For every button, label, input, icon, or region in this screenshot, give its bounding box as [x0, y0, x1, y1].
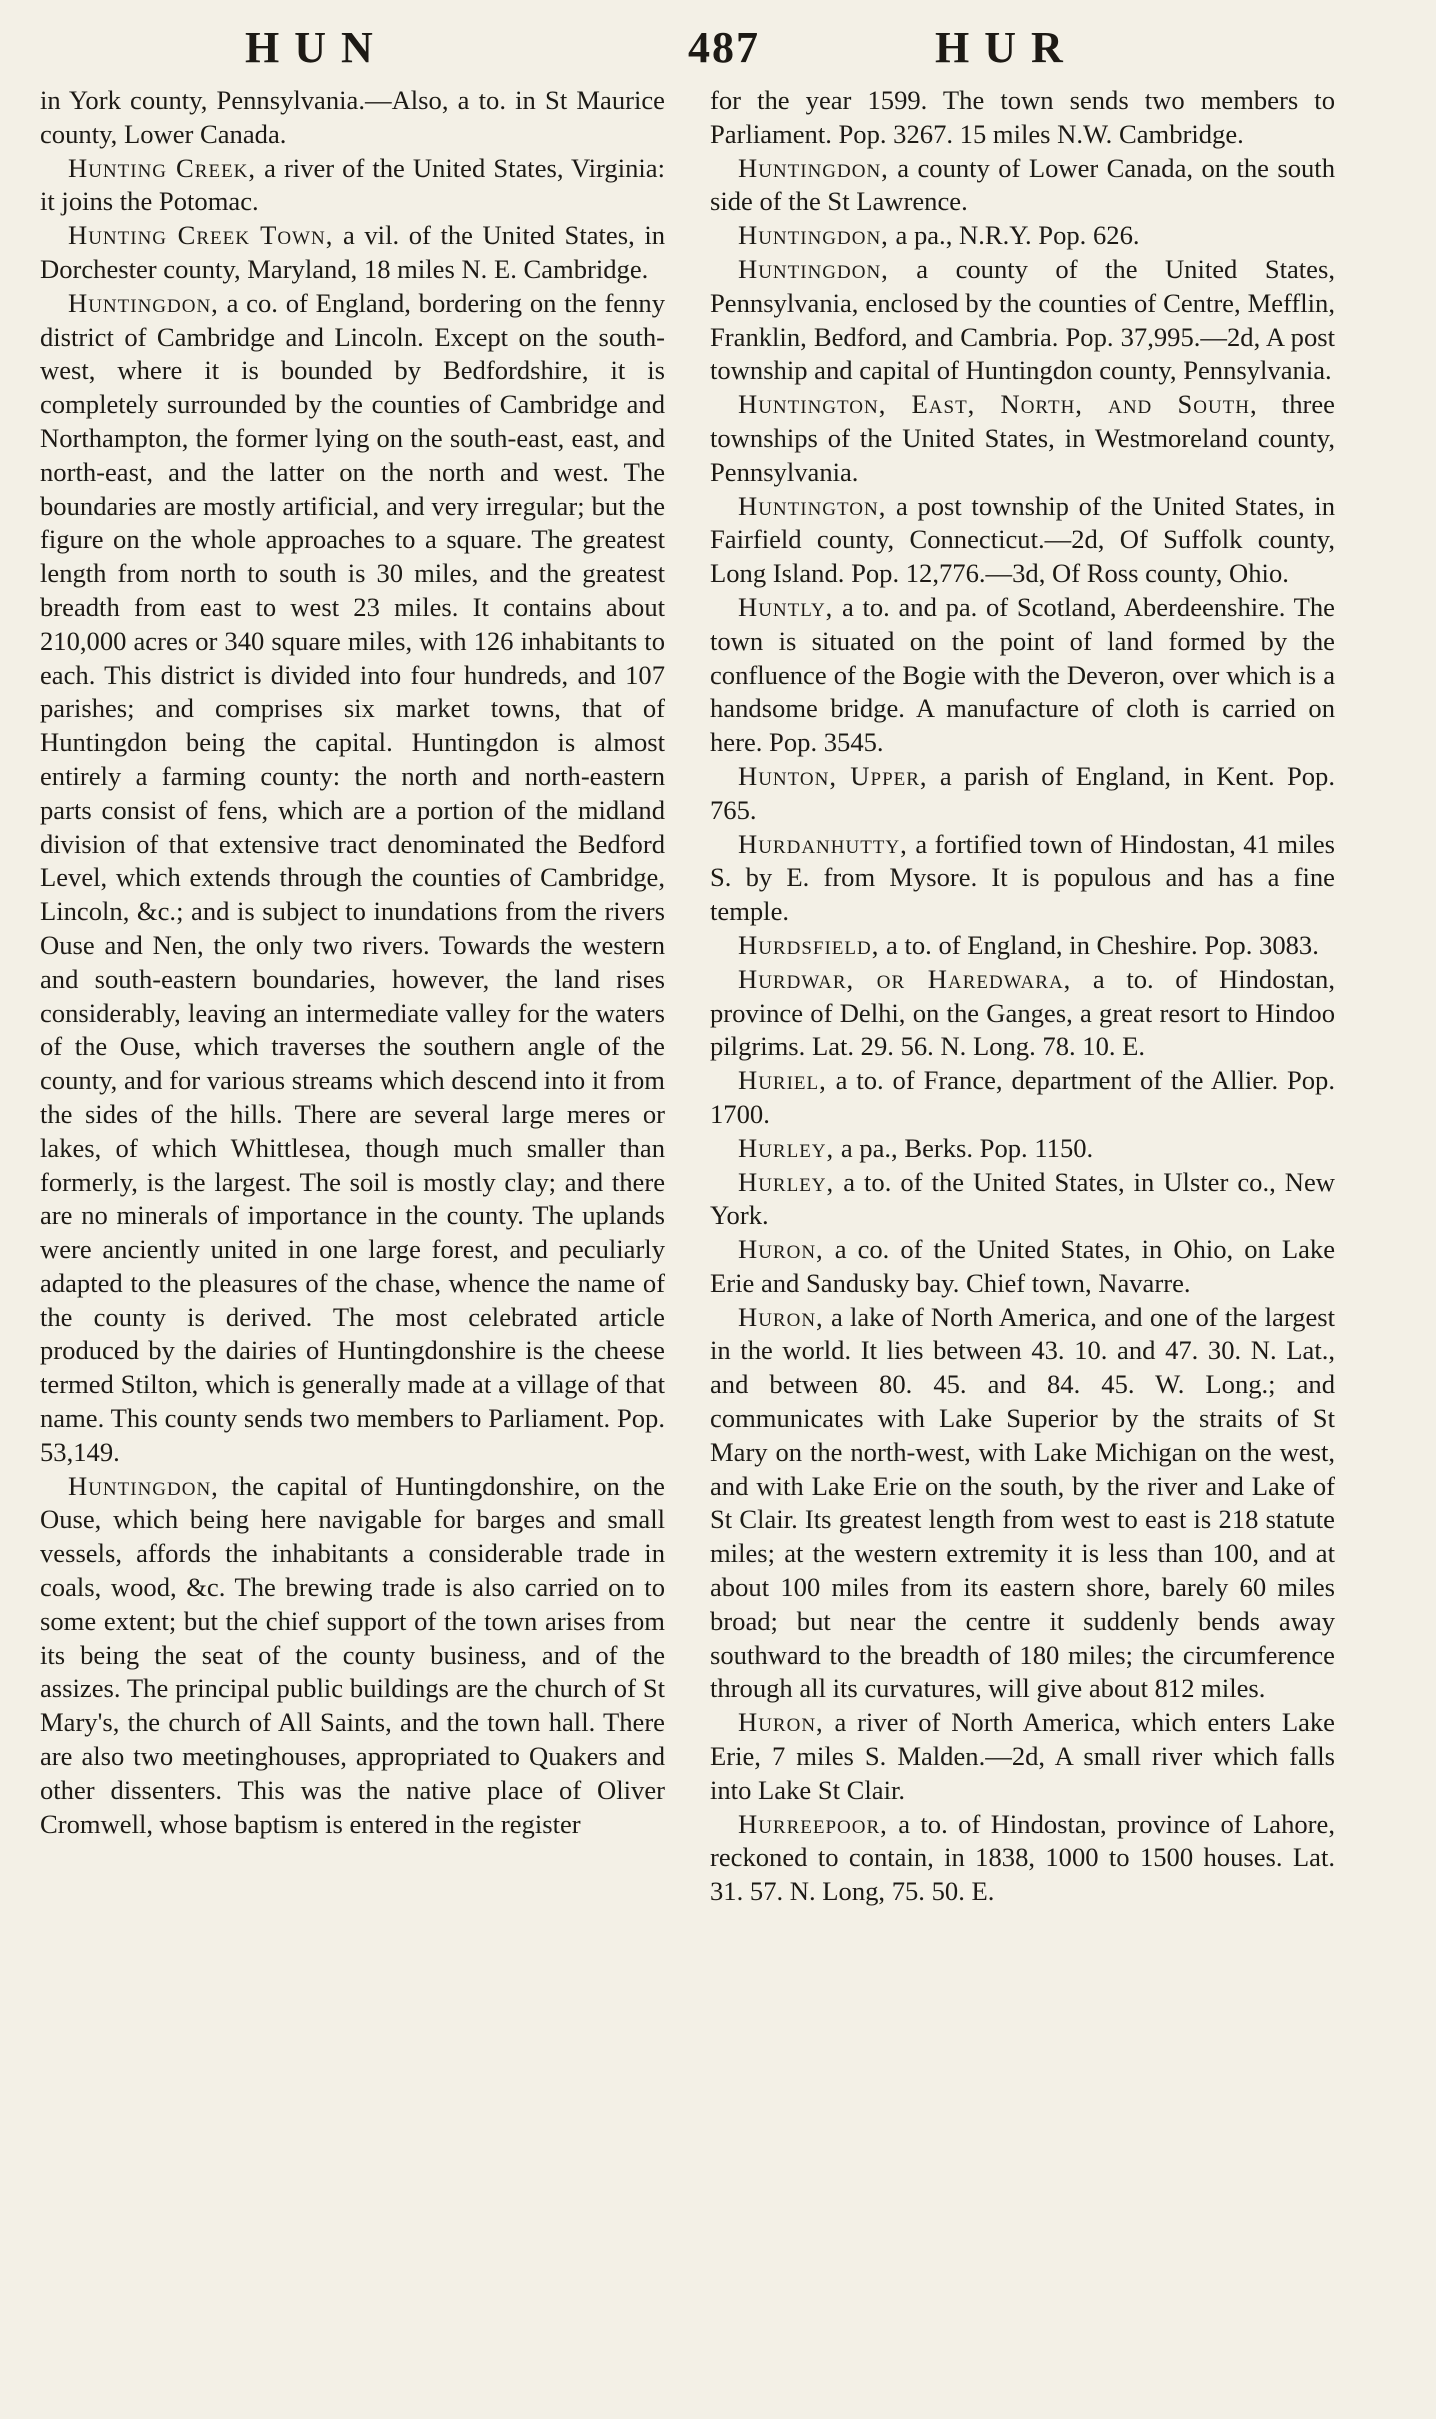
gazetteer-entry — [40, 219, 665, 287]
gazetteer-entry — [40, 152, 665, 220]
right-column — [710, 84, 1335, 1909]
entry-headword: Hurdwar, or Haredwara, — [738, 963, 1072, 994]
gazetteer-entry — [40, 84, 665, 152]
entry-text: a to. of France, department of the Allier. Pop. 1700. — [710, 1065, 1335, 1129]
entry-text: a river of North America, which enters Lake Erie, 7 miles S. Malden.—2d, A small river which falls into Lake St Clair. — [710, 1707, 1335, 1805]
entry-headword: Huntingdon, — [738, 253, 889, 284]
entry-text: three townships of the United States, in Westmoreland county, Pennsylvania. — [710, 389, 1335, 487]
entry-headword: Hurley, — [738, 1166, 835, 1197]
gazetteer-entry — [710, 929, 1335, 963]
entry-headword: Hurreepoor, — [738, 1808, 888, 1839]
gazetteer-entry — [40, 1470, 665, 1842]
entry-text: a county of Lower Canada, on the south side of the St Lawrence. — [710, 152, 1335, 217]
gazetteer-entry — [710, 591, 1335, 760]
entry-text: a to. and pa. of Scotland, Aberdeenshire. The town is situated on the point of land formed by the confluence of the Bogie with the Deveron, over which is a handsome bridge. A manufacture of cloth is carried on here. Pop. 3545. — [710, 591, 1335, 758]
gazetteer-entry — [710, 388, 1335, 489]
gazetteer-entry — [710, 152, 1335, 220]
entry-headword: Huntingdon, — [738, 152, 889, 183]
entry-text: a post township of the United States, in Fairfield county, Connecticut.—2d, Of Suffolk county, Long Island. Pop. 12,776.—3d, Of Ross county, Ohio. — [710, 490, 1335, 589]
entry-text: the capital of Huntingdonshire, on the Ouse, which being here navigable for barges and small vessels, affords the inhabitants a considerable trade in coals, wood, &c. The brewing trade is also carried on to some extent; but the chief support of the town arises from its being the seat of the county business, and of the assizes. The principal public buildings are the church of St Mary's, the church of All Saints, and the town hall. There are also two meetinghouses, appropriated to Quakers and other dissenters. This was the native place of Oliver Cromwell, whose baptism is entered in the register — [40, 1470, 665, 1839]
gazetteer-entry — [710, 253, 1335, 388]
gazetteer-entry — [710, 1064, 1335, 1132]
gazetteer-entry — [710, 84, 1335, 152]
entry-text: for the year 1599. The town sends two members to Parliament. Pop. 3267. 15 miles N.W. Cambridge. — [710, 85, 1335, 149]
entry-headword: Huron, — [738, 1234, 824, 1265]
gazetteer-entry — [710, 490, 1335, 591]
gazetteer-entry — [710, 219, 1335, 253]
gazetteer-entry — [710, 963, 1335, 1064]
entry-headword: Hunton, Upper, — [738, 760, 928, 791]
entry-text: a to. of England, in Cheshire. Pop. 3083. — [879, 929, 1319, 960]
gazetteer-entry — [710, 1301, 1335, 1707]
entry-headword: Huntingdon, — [68, 287, 219, 318]
left-column — [40, 84, 665, 1841]
entry-text: a to. of the United States, in Ulster co., New York. — [710, 1166, 1335, 1231]
entry-headword: Huntingdon, — [738, 220, 889, 251]
entry-headword: Huron, — [738, 1301, 824, 1332]
header-right: H U R — [935, 23, 1065, 72]
entry-text: a co. of England, bordering on the fenny district of Cambridge and Lincoln. Except on the south-west, where it is bounded by Bedfordshire, it is completely surrounded by the counties of Cambridge and Northampton, the former lying on the south-east, east, and north-east, and the latter on the north and west. The boundaries are mostly artificial, and very irregular; but the figure on the whole approaches to a square. The greatest length from north to south is 30 miles, and the greatest breadth from east to west 23 miles. It contains about 210,000 acres or 340 square miles, with 126 inhabitants to each. This district is divided into four hundreds, and 107 parishes; and comprises six market towns, that of Huntingdon being the capital. Huntingdon is almost entirely a farming county: the north and north-eastern parts consist of fens, which are a portion of the midland division of that extensive tract denominated the Bedford Level, which extends through the counties of Cambridge, Lincoln, &c.; and is subject to inundations from the rivers Ouse and Nen, the only two rivers. Towards the western and south-eastern boundaries, however, the land rises considerably, leaving an intermediate valley for the waters of the Ouse, which traverses the southern angle of the county, and for various streams which descend into it from the sides of the hills. There are several large meres or lakes, of which Whittlesea, though much smaller than formerly, is the largest. The soil is mostly clay; and there are no minerals of importance in the county. The uplands were anciently united in one large forest, and peculiarly adapted to the pleasures of the chase, whence the name of the county is derived. The most celebrated article produced by the dairies of Huntingdonshire is the cheese termed Stilton, which is generally made at a village of that name. This county sends two members to Parliament. Pop. 53,149. — [40, 287, 665, 1467]
entry-headword: Hurdsfield, — [738, 929, 880, 960]
gazetteer-entry — [40, 287, 665, 1470]
gazetteer-entry — [710, 760, 1335, 828]
entry-text: a to. of Hindostan, province of Lahore, reckoned to contain, in 1838, 1000 to 1500 houses. Lat. 31. 57. N. Long, 75. 50. E. — [710, 1808, 1335, 1907]
entry-headword: Hunting Creek, — [68, 152, 257, 183]
gazetteer-entry — [710, 1808, 1335, 1909]
entry-headword: Huron, — [738, 1707, 824, 1738]
gazetteer-entry — [710, 1706, 1335, 1807]
running-header — [0, 22, 1436, 82]
entry-text: a pa., Berks. Pop. 1150. — [834, 1132, 1094, 1163]
entry-headword: Huntington, — [738, 490, 887, 521]
entry-headword: Huriel, — [738, 1065, 827, 1096]
gazetteer-entry — [710, 1166, 1335, 1234]
gazetteer-entry — [710, 1132, 1335, 1166]
entry-text: a river of the United States, Virginia: it joins the Potomac. — [40, 152, 665, 217]
entry-text: a parish of England, in Kent. Pop. 765. — [710, 760, 1335, 825]
entry-headword: Huntly, — [738, 591, 834, 622]
entry-text: a vil. of the United States, in Dorchester county, Maryland, 18 miles N. E. Cambridge. — [40, 220, 666, 284]
entry-text: in York county, Pennsylvania.—Also, a to. in St Maurice county, Lower Canada. — [40, 85, 665, 149]
entry-headword: Hurley, — [738, 1132, 835, 1163]
entry-text: a county of the United States, Pennsylvania, enclosed by the counties of Centre, Mefflin, Franklin, Bedford, and Cambria. Pop. 37,995.—2d, A post township and capital of Huntingdon county, Pennsylvania. — [710, 253, 1335, 386]
entry-headword: Hunting Creek Town, — [68, 220, 334, 251]
entry-text: a lake of North America, and one of the largest in the world. It lies between 43. 10. and 47. 30. N. Lat., and between 80. 45. and 84. 45. W. Long.; and communicates with Lake Superior by the straits of St Mary on the north-west, with Lake Michigan on the west, and with Lake Erie on the south, by the river and Lake of St Clair. Its greatest length from west to east is 218 statute miles; at the western extremity it is less than 100, and at about 100 miles from its eastern shore, barely 60 miles broad; but near the centre it suddenly bends away southward to the breadth of 180 miles; the circumference through all its curvatures, will give about 812 miles. — [710, 1301, 1335, 1704]
entry-headword: Hurdanhutty, — [738, 828, 908, 859]
gazetteer-entry — [710, 1233, 1335, 1301]
entry-headword: Huntingdon, — [68, 1470, 219, 1501]
entry-headword: Huntington, East, North, and South, — [738, 389, 1258, 420]
entry-text: a fortified town of Hindostan, 41 miles S. by E. from Mysore. It is populous and has a fine temple. — [710, 828, 1335, 927]
page-number: 487 — [688, 23, 760, 72]
gazetteer-entry — [710, 828, 1335, 929]
entry-text: a co. of the United States, in Ohio, on Lake Erie and Sandusky bay. Chief town, Navarre. — [710, 1234, 1335, 1298]
entry-text: a pa., N.R.Y. Pop. 626. — [888, 220, 1140, 251]
header-left: H U N — [245, 23, 375, 72]
entry-text: a to. of Hindostan, province of Delhi, on the Ganges, a great resort to Hindoo pilgrims. Lat. 29. 56. N. Long. 78. 10. E. — [710, 963, 1335, 1062]
